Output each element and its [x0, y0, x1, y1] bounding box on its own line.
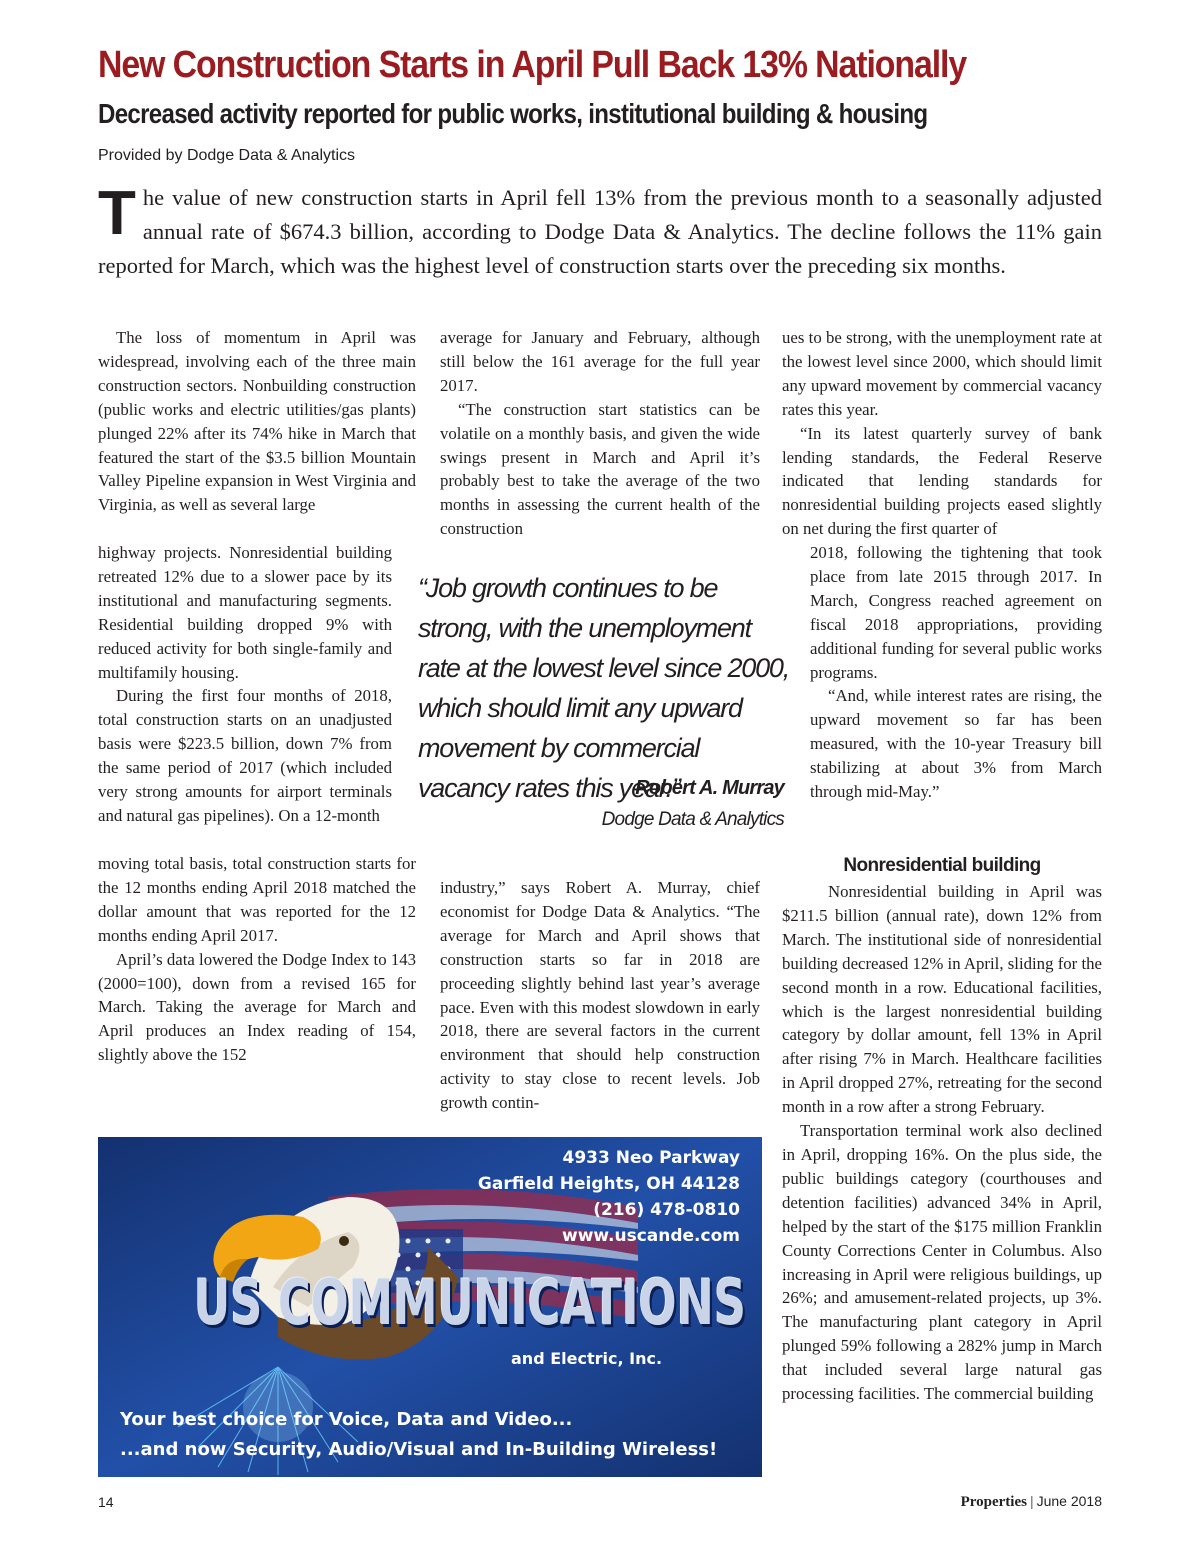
body-paragraph: April’s data lowered the Dodge Index to 143 (2000=100), down from a revised 165 for March. Taking the average for March and April produces an Index reading of 154, slightly above the 152: [98, 949, 416, 1065]
column-1-top: [98, 326, 416, 517]
body-paragraph: industry,” says Robert A. Murray, chief economist for Dodge Data & Analytics. “The average for March and April shows that construction starts so far in 2018 are proceeding slightly behind last year’s average pace. Even with this modest slowdown in early 2018, there are several factors in the current environment that should help construction activity to stay close to recent levels. Job growth contin-: [440, 878, 760, 1113]
ad-tagline-2: ...and now Security, Audio/Visual and In-Building Wireless!: [120, 1439, 718, 1460]
ad-address: 4933 Neo Parkway: [562, 1148, 740, 1168]
body-paragraph: Nonresidential building in April was $211.5 billion (annual rate), down 12% from March. The institutional side of nonresidential building decreased 12% in April, sliding for the second month in a row. Educational facilities, which is the largest nonresidential building category by dollar amount, fell 13% in April after rising 7% in March. Healthcare facilities in April dropped 27%, retreating for the second month in a row after a strong February.: [782, 882, 1102, 1117]
headline: New Construction Starts in April Pull Back 13% Nationally: [98, 44, 967, 86]
body-paragraph: highway projects. Nonresidential building retreated 12% due to a slower pace by its institutional and manufacturing segments. Residential building dropped 9% with reduced activity for both single-family and multifamily housing.: [98, 543, 392, 682]
ad-tagline-1: Your best choice for Voice, Data and Video...: [120, 1409, 573, 1430]
body-paragraph: “And, while interest rates are rising, the upward movement so far has been measured, with the 10-year Treasury bill stabilizing at about 3% from March through mid-May.”: [810, 686, 1102, 802]
lead-text: he value of new construction starts in April fell 13% from the previous month to a seasonally adjusted annual rate of $674.3 billion, according to Dodge Data & Analytics. The decline follows the 11% gain reported for March, which was the highest level of construction starts over the preceding six months.: [98, 185, 1102, 278]
column-2-top: [440, 326, 760, 541]
footer-masthead: [961, 1493, 1102, 1511]
drop-cap: T: [98, 179, 136, 248]
column-3-top: [782, 326, 1102, 541]
body-paragraph: Transportation terminal work also declined in April, dropping 16%. On the plus side, the public buildings category (courthouses and detention facilities) advanced 34% in April, helped by the start of the $175 million Franklin County Corrections Center in Columbus. Also increasing in April were religious buildings, up 26%; and amusement-related projects, up 3%. The manufacturing plant category in April plunged 59% following a 282% jump in March that included several large natural gas processing facilities. The commercial building: [782, 1121, 1102, 1404]
pull-quote-author: Robert A. Murray: [635, 777, 784, 799]
ad-company-logo: US COMMUNICATIONS: [194, 1266, 747, 1339]
body-paragraph: The loss of momentum in April was widespread, involving each of the three main construction sectors. Nonbuilding construction (public works and electric utilities/gas plants) plunged 22% after its 74% hike in March that featured the start of the $3.5 billion Mountain Valley Pipeline expansion in West Virginia and Virginia, as well as several large: [98, 328, 416, 515]
section-heading: Nonresidential building: [843, 855, 1041, 876]
column-1-middle: [98, 541, 392, 828]
advertisement[interactable]: [98, 1137, 762, 1477]
footer-separator: |: [1029, 1493, 1034, 1509]
ad-contact-block: [478, 1145, 740, 1249]
ad-company-suffix: and Electric, Inc.: [511, 1349, 663, 1368]
lead-paragraph: [98, 181, 1102, 283]
pull-quote-organization: Dodge Data & Analytics: [601, 809, 784, 830]
body-paragraph: moving total basis, total construction starts for the 12 months ending April 2018 matched the dollar amount that was reported for the 12 months ending April 2017.: [98, 854, 416, 945]
pull-quote: “Job growth continues to be strong, with the unemployment rate at the lowest level since 2000, which should limit any upward movement by commercial vacancy rates this year.”: [418, 573, 790, 803]
ad-website[interactable]: www.uscande.com: [562, 1226, 740, 1246]
body-paragraph: “The construction start statistics can be volatile on a monthly basis, and given the wide swings present in March and April it’s probably best to take the average of the two months in assessing the current health of the construction: [440, 399, 760, 539]
body-paragraph: ues to be strong, with the unemployment rate at the lowest level since 2000, which should limit any upward movement by commercial vacancy rates this year.: [782, 328, 1102, 419]
column-3-bottom: [782, 852, 1102, 1406]
column-1-bottom: [98, 852, 416, 1067]
column-2-bottom: [440, 876, 760, 1115]
issue-date: June 2018: [1036, 1493, 1102, 1509]
body-paragraph: 2018, following the tightening that took place from late 2015 through 2017. In March, Congress reached agreement on fiscal 2018 appropriations, providing additional funding for several public works programs.: [810, 543, 1102, 682]
byline: Provided by Dodge Data & Analytics: [98, 147, 356, 164]
subheadline: Decreased activity reported for public works, institutional building & housing: [98, 98, 928, 129]
page-number: 14: [98, 1494, 114, 1510]
body-paragraph: “In its latest quarterly survey of bank lending standards, the Federal Reserve indicated that lending standards for nonresidential building projects eased slightly on net during the first quarter of: [782, 423, 1102, 539]
magazine-name: Properties: [960, 1494, 1027, 1510]
ad-city: Garfield Heights, OH 44128: [477, 1174, 740, 1194]
column-3-middle: [810, 541, 1102, 804]
body-paragraph: average for January and February, although still below the 161 average for the full year 2017.: [440, 328, 760, 395]
ad-phone[interactable]: (216) 478-0810: [593, 1200, 740, 1220]
body-paragraph: During the first four months of 2018, total construction starts on an unadjusted basis were $223.5 billion, down 7% from the same period of 2017 (which included very strong amounts for airport terminals and natural gas pipelines). On a 12-month: [98, 686, 392, 825]
